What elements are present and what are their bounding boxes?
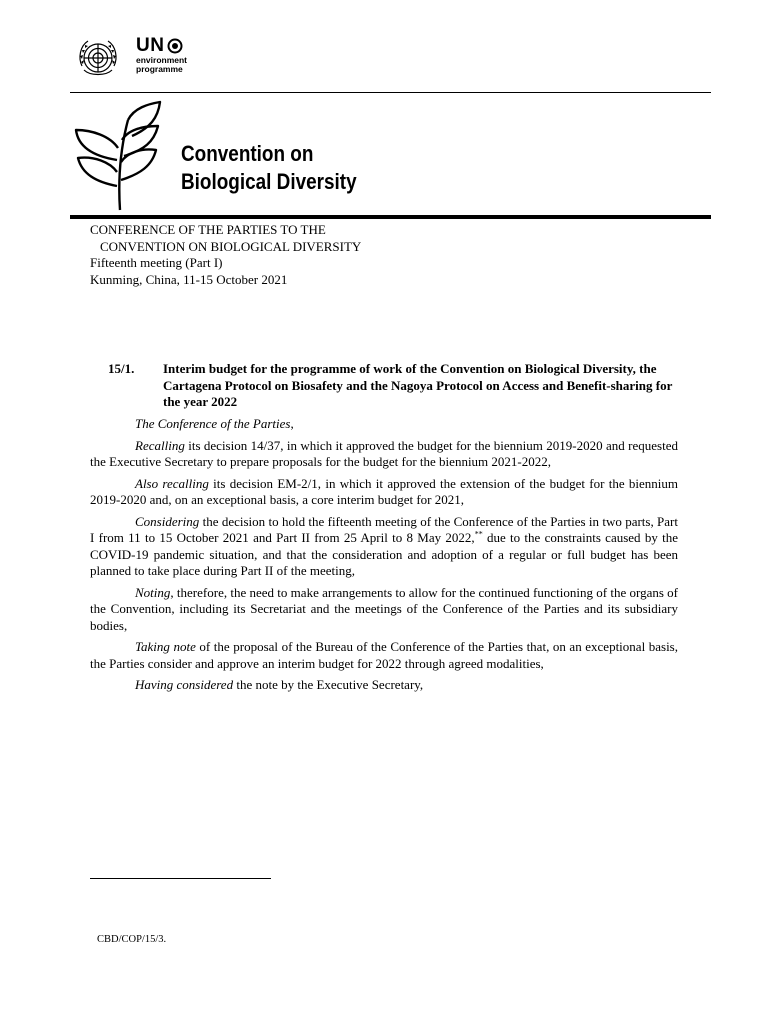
footnote-marker: ** — [474, 529, 483, 539]
preamble-paragraph: The Conference of the Parties, — [135, 416, 294, 431]
meeting-line-3: Fifteenth meeting (Part I) — [90, 255, 223, 270]
meeting-line-4: Kunming, China, 11-15 October 2021 — [90, 271, 288, 287]
preamble-paragraph: Also recalling its decision EM-2/1, in which it approved the extension of the budget for the biennium 2019-2020 and, on an exceptional basis, a core interim budget for 2021, — [90, 475, 678, 507]
cbd-title-line-2: Biological Diversity — [181, 169, 357, 194]
preamble-paragraph: Considering the decision to hold the fifteenth meeting of the Conference of the Parties in two parts, Part I from 11 to 15 October 2021 and Part II from 25 April to 8 May 2022,** due to the constraints caused by the COVID-19 pandemic situation, and that the consideration and adoption of a regular or full budget has been planned to take place during Part II of the meeting, — [90, 513, 679, 578]
decision-number: 15/1. — [108, 361, 135, 376]
cbd-plant-logo-icon — [70, 100, 165, 212]
decision-body — [90, 416, 678, 694]
unep-logo-text: UN — [136, 35, 165, 56]
meeting-line-1: CONFERENCE OF THE PARTIES TO THE — [90, 222, 326, 237]
decision-title: Interim budget for the programme of work of the Convention on Biological Diversity, the Cartagena Protocol on Biosafety and the Nagoya Protocol on Access and Benefit-sharing for the year 2022 — [163, 361, 673, 409]
cbd-title — [181, 140, 357, 196]
preamble-paragraph: Taking note of the proposal of the Bureau of the Conference of the Parties that, on an exceptional basis, the Parties consider and approve an interim budget for 2022 through agreed modalities, — [90, 639, 678, 671]
globe-icon — [167, 38, 183, 54]
unep-logo-subtitle-1: environment — [136, 55, 188, 65]
preamble-paragraph: Recalling its decision 14/37, in which it approved the budget for the biennium 2019-2020 and requested the Executive Secretary to prepare proposals for the budget for the biennium 2021-2022, — [90, 437, 678, 469]
preamble-paragraph: Having considered the note by the Executive Secretary, — [135, 677, 424, 692]
document-symbol: CBD/COP/15/3. — [97, 934, 167, 945]
footnote-separator — [90, 878, 271, 879]
meeting-line-2: CONVENTION ON BIOLOGICAL DIVERSITY — [100, 238, 362, 254]
header-divider — [70, 92, 711, 93]
meeting-info — [90, 222, 361, 288]
unep-logo-subtitle-2: programme — [136, 64, 183, 74]
cbd-title-line-1: Convention on — [181, 141, 314, 166]
preamble-paragraph: Noting, therefore, the need to make arrangements to allow for the continued functioning of the organs of the Convention, including its Secretariat and the meetings of the Conference of the Parties and its subsidiary bodies, — [90, 584, 678, 633]
unep-logo — [136, 36, 187, 74]
logo-divider — [70, 215, 711, 219]
un-emblem-icon — [76, 36, 120, 80]
